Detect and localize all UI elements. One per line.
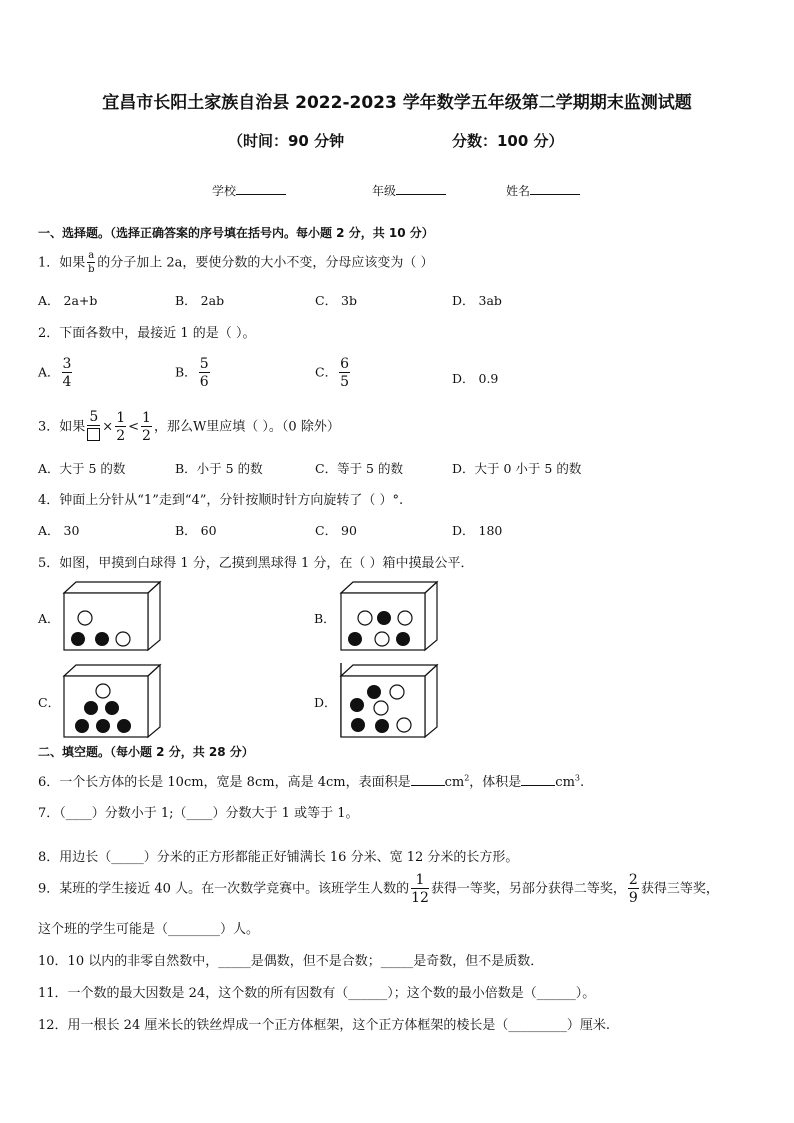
school-blank[interactable] — [236, 194, 286, 195]
square-box-icon — [87, 428, 100, 441]
school-field[interactable] — [212, 182, 286, 199]
q5-option-b-label[interactable]: B． — [314, 611, 336, 626]
q2-option-a[interactable]: A． $\frac{3}{4}$ — [38, 356, 72, 390]
q2-option-c[interactable]: C． $\frac{6}{5}$ — [315, 356, 349, 390]
box-b-figure[interactable] — [339, 580, 439, 652]
black-ball — [105, 701, 119, 715]
q3-option-b[interactable]: B．小于 5 的数 — [175, 461, 263, 476]
q3-option-a[interactable]: A．大于 5 的数 — [38, 461, 126, 476]
q2-c-fraction: $\frac{6}{5}$ — [340, 356, 349, 390]
question-4: 4．钟面上分针从“1”走到“4”，分针按顺时针方向旋转了（ ）°. — [38, 493, 404, 508]
name-blank[interactable] — [530, 194, 580, 195]
question-7[interactable]: 7．（____）分数小于 1;（____）分数大于 1 或等于 1。 — [38, 806, 359, 821]
school-label: 学校 — [212, 184, 237, 198]
q1-option-c[interactable]: C． 3b — [315, 293, 357, 308]
question-6: 6．一个长方体的长是 10cm，宽是 8cm，高是 4cm，表面积是 $cm^2$，体积是 $cm^3$. — [38, 773, 585, 790]
white-ball — [78, 611, 92, 625]
black-ball — [396, 632, 410, 646]
box-c-figure[interactable] — [62, 663, 162, 739]
black-ball — [117, 719, 131, 733]
q4-option-a[interactable]: A． 30 — [38, 523, 80, 538]
q5-option-a-label[interactable]: A． — [38, 611, 60, 626]
question-3: 3．如果 5 × $\frac{1}{2}$ < $\frac{1}{2}$ ，那么W里应填（ ）。（0 除外） — [38, 409, 340, 444]
grade-label: 年级 — [372, 184, 397, 198]
black-ball — [95, 632, 109, 646]
black-ball — [377, 611, 391, 625]
q3-option-d[interactable]: D．大于 0 小于 5 的数 — [452, 461, 582, 476]
exam-score: 分数：100 分） — [452, 132, 564, 150]
question-9: 9．某班的学生接近 40 人。在一次数学竞赛中。该班学生人数的 $\frac{1}{12}$ 获得一等奖，另部分获得二等奖， $\frac{2}{9}$ 获得三等奖， — [38, 872, 719, 906]
q1-option-a[interactable]: A． 2a+b — [38, 293, 98, 308]
question-12[interactable]: 12．用一根长 24 厘米长的铁丝焊成一个正方体框架，这个正方体框架的棱长是（_________）厘米. — [38, 1018, 610, 1033]
white-ball — [398, 611, 412, 625]
white-ball — [116, 632, 130, 646]
q9-fraction-2: $\frac{2}{9}$ — [628, 872, 638, 906]
question-10[interactable]: 10．10 以内的非零自然数中，_____是偶数，但不是合数；_____是奇数，但不是质数． — [38, 954, 544, 969]
black-ball — [375, 719, 389, 733]
q2-a-fraction: $\frac{3}{4}$ — [62, 356, 72, 390]
grade-field[interactable] — [372, 182, 446, 199]
black-ball — [84, 701, 98, 715]
white-ball — [96, 684, 110, 698]
q6-area-blank[interactable] — [411, 785, 445, 786]
page-title: 宜昌市长阳土家族自治县 2022-2023 学年数学五年级第二学期期末监测试题 — [102, 93, 692, 113]
grade-blank[interactable] — [396, 194, 446, 195]
question-11[interactable]: 11．一个数的最大因数是 24，这个数的所有因数有（______）；这个数的最小倍数是（______）。 — [38, 986, 596, 1001]
q3-fraction-2: $\frac{1}{2}$ — [116, 410, 126, 444]
section2-heading: 二、填空题。（每小题 2 分，共 28 分） — [38, 745, 254, 759]
question-2: 2．下面各数中，最接近 1 的是（ ）。 — [38, 326, 256, 341]
q1-post: 的分子加上 2a，要使分数的大小不变，分母应该变为（ ） — [97, 255, 434, 271]
name-field[interactable] — [506, 182, 580, 199]
exam-time: （时间：90 分钟 — [228, 132, 345, 150]
section1-heading: 一、选择题。（选择正确答案的序号填在括号内。每小题 2 分，共 10 分） — [38, 226, 434, 240]
q1-fraction: $\frac{a}{b}$ — [88, 250, 95, 275]
q3-fraction-box: 5 — [87, 410, 100, 444]
q2-b-fraction: $\frac{5}{6}$ — [199, 356, 209, 390]
white-ball — [374, 701, 388, 715]
q6-volume-blank[interactable] — [521, 785, 555, 786]
q4-option-c[interactable]: C． 90 — [315, 523, 357, 538]
question-1 — [38, 251, 434, 275]
q2-option-d[interactable]: D． 0.9 — [452, 371, 499, 386]
black-ball — [351, 718, 365, 732]
box-a-figure[interactable] — [62, 580, 162, 652]
black-ball — [71, 632, 85, 646]
white-ball — [397, 718, 411, 732]
q9-fraction-1: $\frac{1}{12}$ — [411, 872, 429, 906]
q3-option-c[interactable]: C．等于 5 的数 — [315, 461, 403, 476]
white-ball — [358, 611, 372, 625]
black-ball — [367, 685, 381, 699]
q3-fraction-3: $\frac{1}{2}$ — [142, 410, 151, 444]
q4-option-b[interactable]: B． 60 — [175, 523, 217, 538]
q4-option-d[interactable]: D． 180 — [452, 523, 503, 538]
q1-pre: 1．如果 — [38, 255, 86, 271]
white-ball — [390, 685, 404, 699]
box-d-figure[interactable] — [337, 663, 441, 739]
q1-option-d[interactable]: D． 3ab — [452, 293, 502, 308]
question-8[interactable]: 8．用边长（_____）分米的正方形都能正好铺满长 16 分米、宽 12 分米的长方形。 — [38, 850, 519, 865]
black-ball — [350, 698, 364, 712]
q5-option-c-label[interactable]: C． — [38, 695, 61, 710]
black-ball — [75, 719, 89, 733]
q2-option-b[interactable]: B． $\frac{5}{6}$ — [175, 356, 209, 390]
white-ball — [375, 632, 389, 646]
black-ball — [348, 632, 362, 646]
question-9-line2[interactable]: 这个班的学生可能是（________）人。 — [38, 922, 260, 937]
black-ball — [96, 719, 110, 733]
q1-option-b[interactable]: B． 2ab — [175, 293, 225, 308]
question-5: 5．如图，甲摸到白球得 1 分，乙摸到黑球得 1 分，在（ ）箱中摸最公平． — [38, 556, 474, 571]
name-label: 姓名 — [506, 184, 531, 198]
q5-option-d-label[interactable]: D． — [314, 695, 337, 710]
